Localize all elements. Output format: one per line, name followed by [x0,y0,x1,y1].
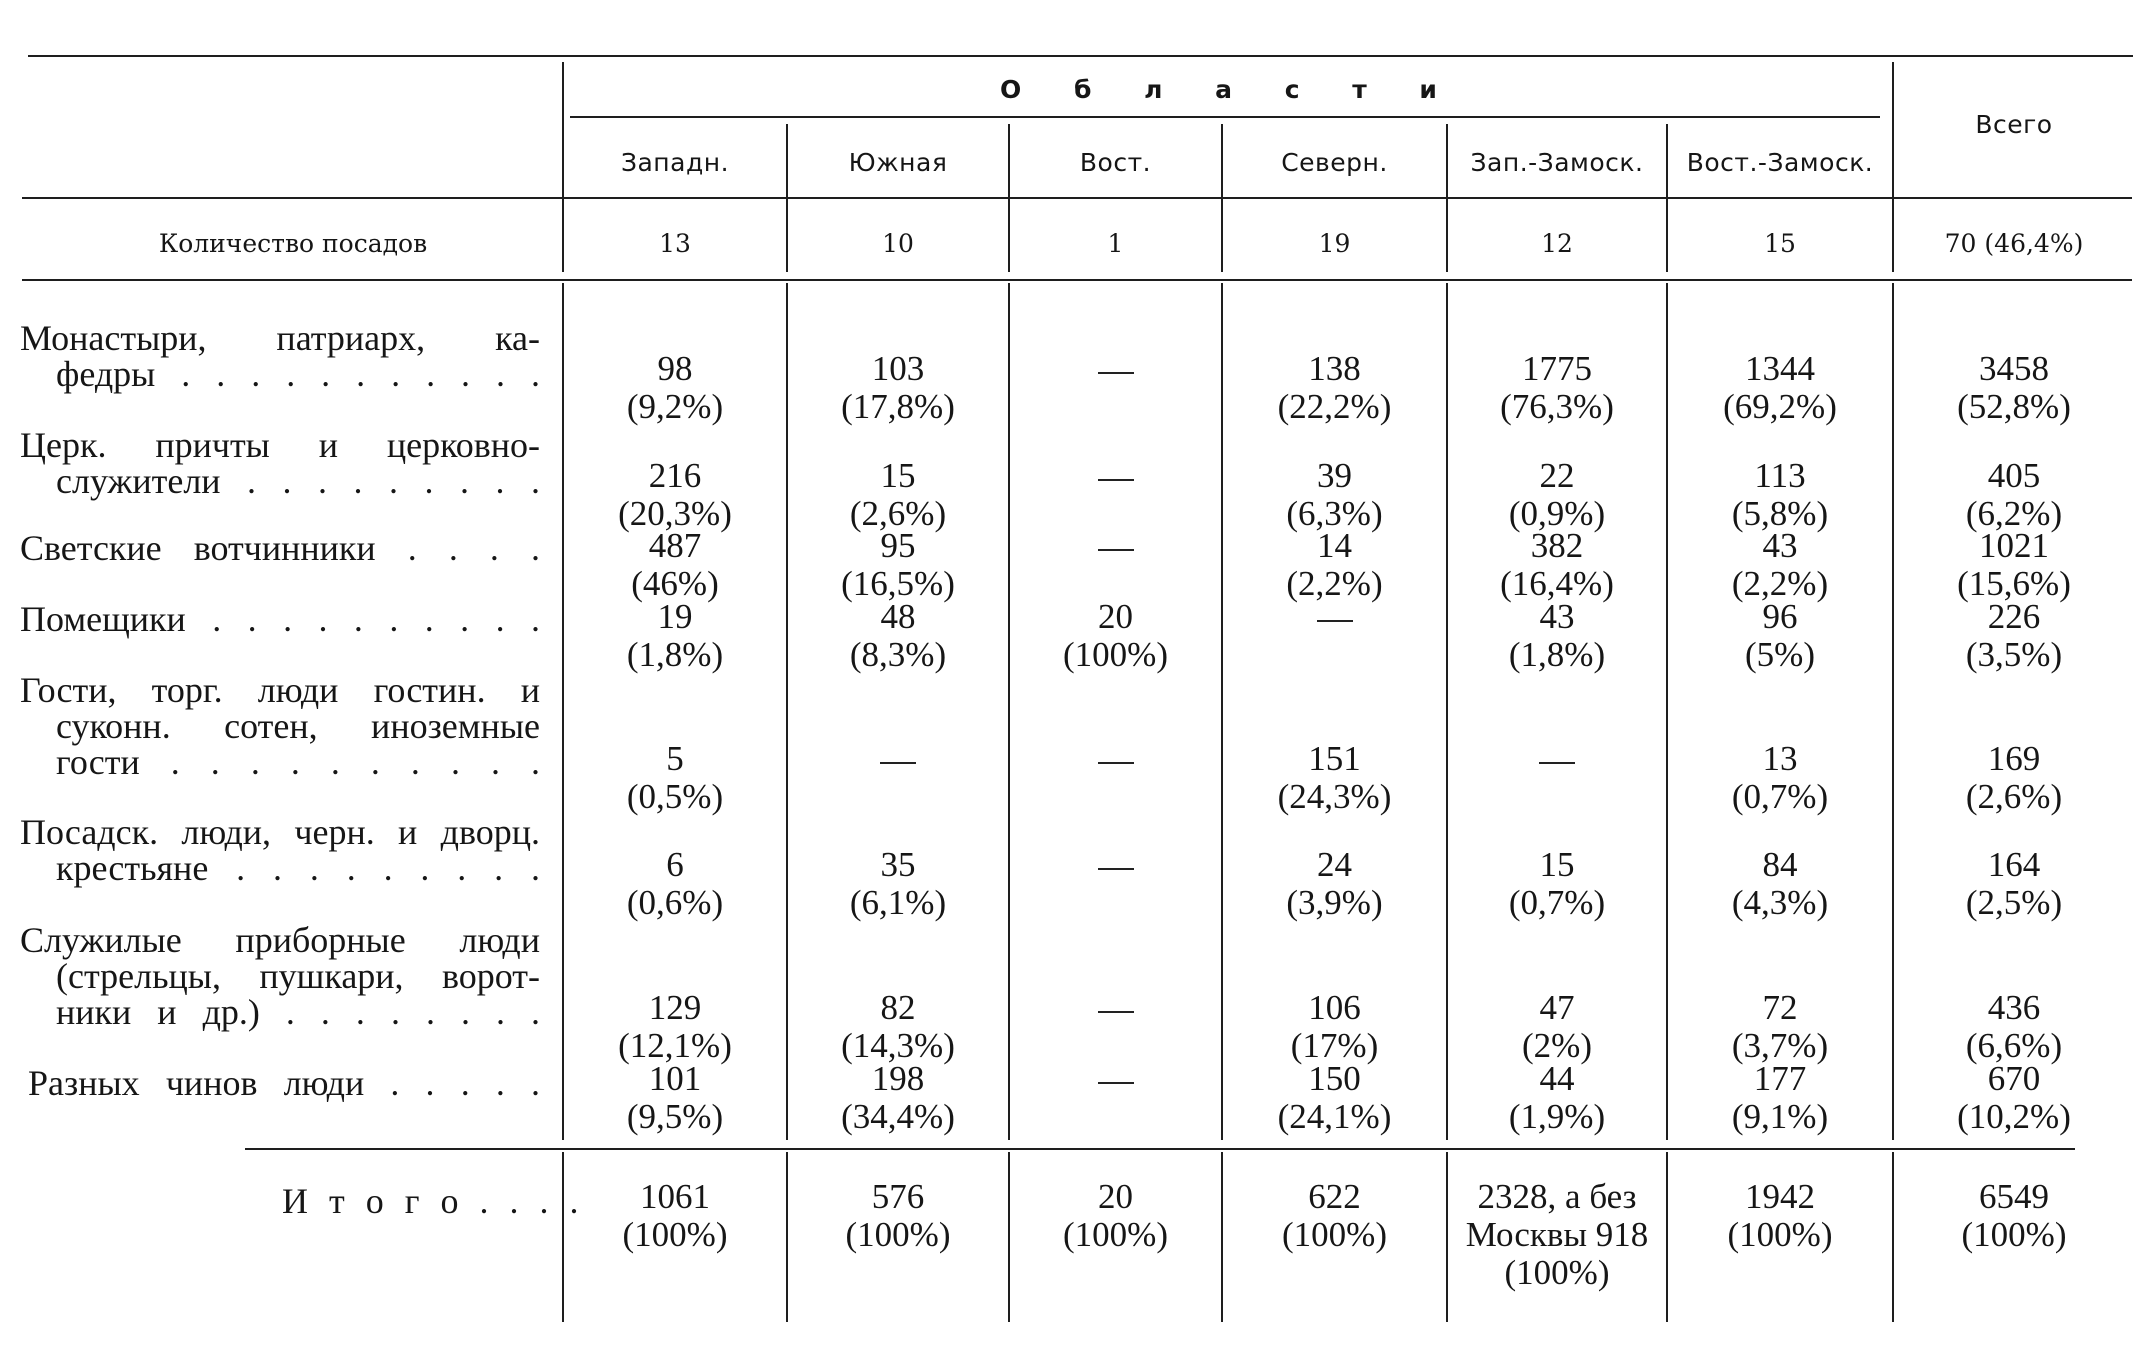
cell-pomeshchiki-east [1010,598,1221,674]
cell-line: 164 [1987,845,2041,884]
totals-label: И т о г о . . . . [282,1181,585,1221]
cell-line: 47 [1539,988,1575,1027]
cell-line: 72 [1762,988,1798,1027]
cell-monastery-east-zamosk [1668,350,1892,426]
cell-line: 576 [871,1177,925,1216]
cell-line: 1942 [1745,1177,1815,1216]
cell-line: (24,3%) [1277,777,1392,816]
cell-pomeshchiki-south [788,598,1008,674]
cell-pomeshchiki-west [564,598,786,674]
cell-line: 43 [1762,526,1798,565]
cell-line: 113 [1754,456,1806,495]
cell-secular-west-zamosk [1448,527,1666,603]
cell-line: (100%) [1282,1215,1387,1254]
row-label-line: гости . . . . . . . . . . [56,742,540,782]
cell-line: Москвы 918 [1465,1215,1649,1254]
row-label-pomeshchiki [20,601,540,637]
cell-line: (0,7%) [1731,777,1829,816]
cell-line: (12,1%) [618,1026,732,1065]
cell-line: (100%) [1727,1215,1833,1254]
region-header-north: Северн. [1281,148,1388,177]
cell-totals-total [1894,1178,2134,1254]
rule-posad-bottom [22,279,2132,281]
cell-various-south [788,1060,1008,1136]
region-header-east: Вост. [1079,148,1152,177]
cell-line: 5 [666,739,684,778]
cell-guests-west-zamosk-dash [1539,762,1575,764]
cell-line: (15,6%) [1957,564,2071,603]
cell-totals-west [564,1178,786,1254]
regions-group-title: О б л а с т и [1000,75,1459,104]
row-label-line: суконн. сотен, иноземные [56,706,540,746]
cell-church-east-dash [1098,479,1134,481]
cell-line: (2,2%) [1286,564,1383,603]
cell-line: (34,4%) [841,1097,955,1136]
cell-monastery-west-zamosk [1448,350,1666,426]
cell-line: 106 [1308,988,1361,1027]
cell-line: 129 [648,988,702,1027]
cell-line: 20 [1098,597,1133,636]
cell-line: 44 [1539,1059,1575,1098]
cell-line: (100%) [1063,635,1168,674]
row-label-line: служители . . . . . . . . . [56,461,540,501]
cell-monastery-east-dash [1098,372,1134,374]
cell-line: (20,3%) [618,494,732,533]
row-label-posad [20,814,540,886]
row-label-line: федры . . . . . . . . . . . [56,354,540,394]
posad-count-label: Количество посадов [158,229,428,258]
cell-pomeshchiki-north-dash [1317,620,1353,622]
cell-guests-west [564,740,786,816]
cell-line: 14 [1317,526,1352,565]
cell-line: 15 [1539,845,1575,884]
cell-line: (69,2%) [1723,387,1837,426]
cell-line: 15 [880,456,916,495]
cell-pomeshchiki-total [1894,598,2134,674]
cell-guests-north [1223,740,1446,816]
cell-line: 382 [1530,526,1584,565]
cell-line: (2%) [1522,1026,1592,1065]
cell-service-south [788,989,1008,1065]
cell-line: 3458 [1979,349,2049,388]
cell-line: 670 [1987,1059,2041,1098]
row-label-line: Посадск. люди, черн. и дворц. [20,812,540,852]
cell-totals-east-zamosk [1668,1178,1892,1254]
cell-pomeshchiki-east-zamosk [1668,598,1892,674]
cell-line: 138 [1308,349,1361,388]
posad-count-east-zamosk: 15 [1764,229,1796,258]
cell-line: 436 [1987,988,2041,1027]
cell-guests-east-dash [1098,762,1134,764]
cell-line: 6549 [1979,1177,2049,1216]
row-label-line: ники и др.) . . . . . . . . [56,992,540,1032]
cell-church-north [1223,457,1446,533]
cell-line: 96 [1762,597,1798,636]
posad-count-total: 70 (46,4%) [1944,229,2084,258]
cell-line: (0,9%) [1508,494,1606,533]
cell-line: 150 [1308,1059,1361,1098]
region-header-east-zamosk: Вост.-Замоск. [1686,148,1874,177]
posad-count-west: 13 [659,229,691,258]
rule-top [28,55,2133,57]
cell-various-east-dash [1098,1082,1134,1084]
cell-line: 95 [880,526,916,565]
cell-line: (6,3%) [1286,494,1383,533]
posad-count-north: 19 [1318,229,1351,258]
cell-line: (5,8%) [1731,494,1829,533]
cell-service-east-zamosk [1668,989,1892,1065]
cell-line: (6,2%) [1965,494,2063,533]
cell-line: (10,2%) [1957,1097,2071,1136]
cell-line: (17%) [1290,1026,1379,1065]
cell-various-total [1894,1060,2134,1136]
cell-service-east-dash [1098,1011,1134,1013]
row-label-monastery [20,320,540,392]
rule-header-bottom [22,197,2132,199]
cell-various-west-zamosk [1448,1060,1666,1136]
cell-line: (3,5%) [1965,635,2063,674]
cell-line: 1021 [1979,526,2049,565]
cell-line: 98 [657,349,693,388]
cell-line: (1,8%) [626,635,724,674]
cell-line: 198 [871,1059,925,1098]
cell-posad-west [564,846,786,922]
cell-line: 24 [1317,845,1352,884]
cell-guests-south-dash [880,762,916,764]
region-header-west: Западн. [620,148,730,177]
cell-line: 169 [1987,739,2041,778]
cell-secular-north [1223,527,1446,603]
cell-secular-east-dash [1098,549,1134,551]
cell-line: 48 [880,597,916,636]
cell-various-west [564,1060,786,1136]
cell-pomeshchiki-west-zamosk [1448,598,1666,674]
cell-line: (2,5%) [1965,883,2063,922]
cell-line: 6 [666,845,684,884]
row-label-line: крестьяне . . . . . . . . . [56,848,540,888]
cell-line: 216 [648,456,702,495]
cell-posad-west-zamosk [1448,846,1666,922]
cell-monastery-total [1894,350,2134,426]
row-label-line: Гости, торг. люди гостин. и [20,670,540,710]
cell-line: 151 [1308,739,1361,778]
cell-line: 103 [871,349,925,388]
row-label-line: Помещики . . . . . . . . . . [20,599,540,639]
cell-line: (100%) [1961,1215,2067,1254]
cell-secular-west [564,527,786,603]
cell-line: 487 [648,526,702,565]
cell-line: (100%) [1504,1253,1610,1292]
cell-line: 19 [657,597,693,636]
row-label-various [20,1065,540,1101]
cell-line: (52,8%) [1957,387,2071,426]
cell-posad-south [788,846,1008,922]
cell-guests-total [1894,740,2134,816]
cell-service-west-zamosk [1448,989,1666,1065]
cell-church-west [564,457,786,533]
cell-line: (100%) [1063,1215,1168,1254]
posad-count-south: 10 [882,229,914,258]
cell-line: (1,8%) [1508,635,1606,674]
cell-line: (2,6%) [849,494,947,533]
cell-church-west-zamosk [1448,457,1666,533]
cell-line: (0,7%) [1508,883,1606,922]
cell-line: 22 [1539,456,1575,495]
cell-various-east-zamosk [1668,1060,1892,1136]
cell-monastery-south [788,350,1008,426]
cell-posad-east-zamosk [1668,846,1892,922]
cell-line: (24,1%) [1277,1097,1392,1136]
cell-guests-east-zamosk [1668,740,1892,816]
cell-monastery-north [1223,350,1446,426]
rule-totals-top [245,1148,2075,1150]
cell-line: (6,1%) [849,883,947,922]
cell-line: 43 [1539,597,1575,636]
cell-line: (5%) [1745,635,1815,674]
cell-line: 1775 [1522,349,1592,388]
cell-line: (22,2%) [1277,387,1392,426]
row-label-guests [20,672,540,780]
rule-col-2b [1008,283,1010,1140]
cell-line: (14,3%) [841,1026,955,1065]
row-label-line: Монастыри, патриарх, ка- [20,318,540,358]
total-column-title: Всего [1975,110,2053,139]
cell-line: (6,6%) [1965,1026,2063,1065]
cell-line: 622 [1308,1177,1361,1216]
cell-line: (0,5%) [626,777,724,816]
cell-line: 35 [880,845,916,884]
cell-line: (9,2%) [626,387,724,426]
cell-line: (3,7%) [1731,1026,1829,1065]
cell-line: (1,9%) [1508,1097,1606,1136]
cell-secular-south [788,527,1008,603]
cell-church-total [1894,457,2134,533]
row-label-line: Разных чинов люди . . . . . [28,1063,540,1103]
cell-totals-east [1010,1178,1221,1254]
cell-church-south [788,457,1008,533]
rule-regions [570,116,1880,118]
cell-secular-total [1894,527,2134,603]
cell-line: (2,6%) [1965,777,2063,816]
row-label-line: Служилые приборные люди [20,920,540,960]
cell-totals-north [1223,1178,1446,1254]
cell-line: 1344 [1745,349,1815,388]
row-label-line: (стрельцы, пушкари, ворот- [56,956,540,996]
cell-line: 20 [1098,1177,1133,1216]
cell-posad-north [1223,846,1446,922]
cell-service-west [564,989,786,1065]
cell-line: 177 [1753,1059,1807,1098]
cell-line: (9,1%) [1731,1097,1829,1136]
cell-line: (4,3%) [1731,883,1829,922]
cell-line: (0,6%) [626,883,724,922]
row-label-service [20,922,540,1030]
row-label-line: Светские вотчинники . . . . [20,528,540,568]
cell-line: 1061 [640,1177,710,1216]
cell-secular-east-zamosk [1668,527,1892,603]
cell-monastery-west [564,350,786,426]
cell-posad-total [1894,846,2134,922]
cell-church-east-zamosk [1668,457,1892,533]
cell-various-north [1223,1060,1446,1136]
cell-line: 39 [1317,456,1352,495]
cell-line: 101 [648,1059,702,1098]
cell-line: 405 [1987,456,2041,495]
cell-line: (100%) [845,1215,951,1254]
region-header-south: Южная [848,148,948,177]
cell-line: 2328, а без [1477,1177,1637,1216]
cell-line: (46%) [631,564,719,603]
region-header-west-zamosk: Зап.-Замоск. [1470,148,1644,177]
cell-line: 84 [1762,845,1798,884]
cell-posad-east-dash [1098,868,1134,870]
cell-service-total [1894,989,2134,1065]
cell-line: (100%) [622,1215,728,1254]
cell-totals-south [788,1178,1008,1254]
cell-line: (8,3%) [849,635,947,674]
row-label-secular [20,530,540,566]
cell-line: 13 [1762,739,1798,778]
cell-line: 82 [880,988,916,1027]
cell-line: (3,9%) [1286,883,1383,922]
row-label-church [20,427,540,499]
row-label-line: Церк. причты и церковно- [20,425,540,465]
cell-line: (16,5%) [841,564,955,603]
cell-totals-west-zamosk [1448,1178,1666,1292]
cell-line: (76,3%) [1500,387,1614,426]
cell-service-north [1223,989,1446,1065]
posad-count-west-zamosk: 12 [1541,229,1573,258]
cell-line: (2,2%) [1731,564,1829,603]
cell-line: (16,4%) [1500,564,1614,603]
cell-line: (9,5%) [626,1097,724,1136]
posad-count-east: 1 [1107,229,1124,258]
cell-line: (17,8%) [841,387,955,426]
cell-line: 226 [1987,597,2041,636]
